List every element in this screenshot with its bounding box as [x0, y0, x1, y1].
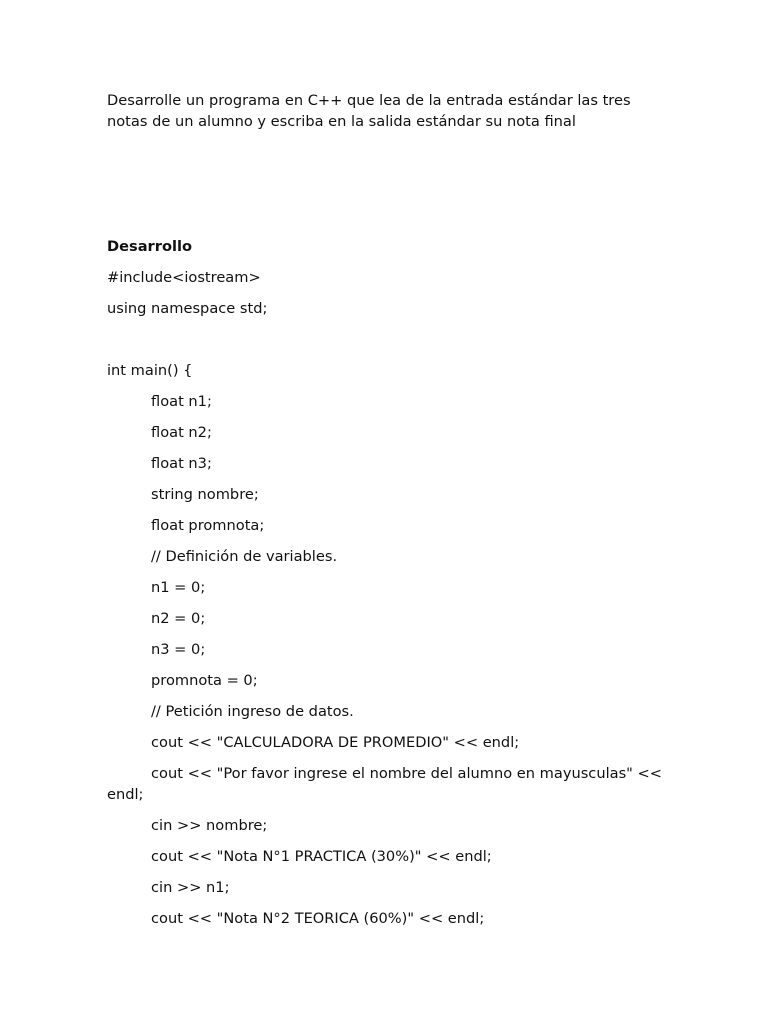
code-line-n3-decl: float n3; [151, 455, 212, 472]
document-page [107, 90, 667, 927]
code-listing [107, 267, 667, 939]
code-line-main: int main() { [107, 362, 193, 379]
intro-paragraph: Desarrolle un programa en C++ que lea de la entrada estándar las tres notas de un alumno y escriba en la salida estándar su nota final [107, 92, 631, 130]
code-line-promnota-decl: float promnota; [151, 517, 265, 534]
code-line-nombre-decl: string nombre; [151, 486, 259, 503]
code-line-cout-nota1: cout << "Nota N°1 PRACTICA (30%)" << endl; [151, 848, 492, 865]
code-line-n3-init: n3 = 0; [151, 641, 206, 658]
code-line-namespace: using namespace std; [107, 300, 268, 317]
code-line-n1-init: n1 = 0; [151, 579, 206, 596]
code-line-cin-nombre: cin >> nombre; [151, 817, 268, 834]
code-line-n2-decl: float n2; [151, 424, 212, 441]
code-line-include: #include<iostream> [107, 269, 261, 286]
code-line-n1-decl: float n1; [151, 393, 212, 410]
code-line-cout-nombre: cout << "Por favor ingrese el nombre del alumno en mayusculas" << endl; [107, 765, 667, 803]
code-line-promnota-init: promnota = 0; [151, 672, 258, 689]
code-line-cout-nota2: cout << "Nota N°2 TEORICA (60%)" << endl; [151, 910, 485, 927]
code-line-cin-n1: cin >> n1; [151, 879, 230, 896]
section-heading: Desarrollo [107, 238, 192, 255]
code-line-n2-init: n2 = 0; [151, 610, 206, 627]
code-blank-line [107, 329, 667, 350]
code-comment-input: // Petición ingreso de datos. [151, 703, 354, 720]
code-comment-variables: // Definición de variables. [151, 548, 338, 565]
code-line-cout-title: cout << "CALCULADORA DE PROMEDIO" << endl; [151, 734, 520, 751]
